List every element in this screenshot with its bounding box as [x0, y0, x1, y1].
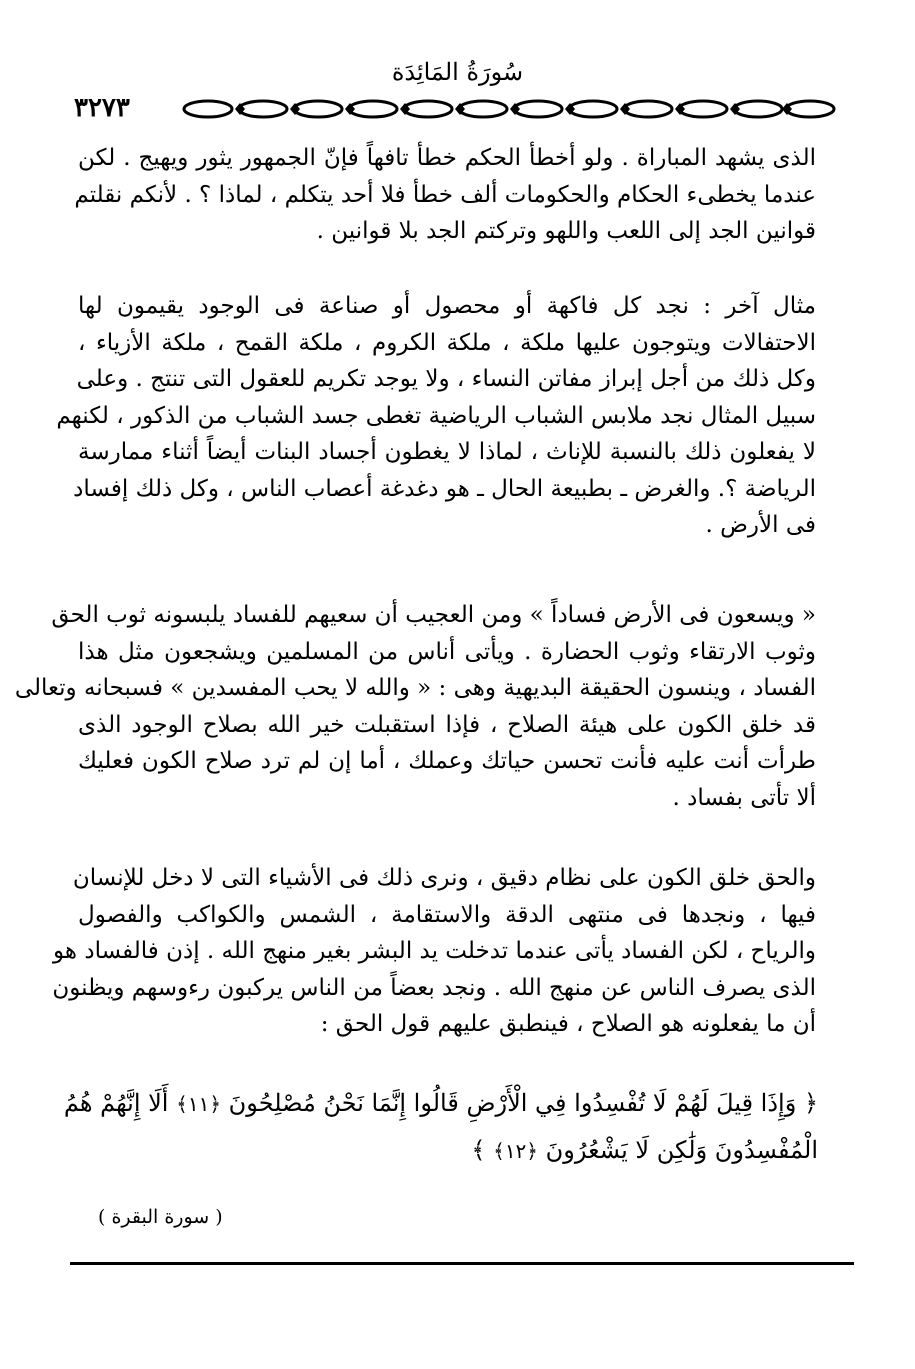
text-line: طرأت أنت عليه فأنت تحسن حياتك وعملك ، أما إن لم ترد صلاح الكون فعليك: [78, 748, 816, 774]
text-line: والحق خلق الكون على نظام دقيق ، ونرى ذلك فى الأشياء التى لا دخل للإنسان: [72, 865, 816, 891]
paragraph-1: [74, 140, 816, 250]
verse-open-bracket: ﴿: [803, 1089, 818, 1117]
text-line: والرياح ، لكن الفساد يأتى عندما تدخلت يد البشر بغير منهج الله . إذن فالفساد هو: [53, 938, 816, 964]
page-number: ٣٢٧٣: [70, 88, 134, 128]
verse-close-bracket: ﴾: [471, 1136, 486, 1164]
text-line: قد خلق الكون على هيئة الصلاح ، فإذا استقبلت خير الله بصلاح الوجود الذى: [78, 711, 816, 738]
surah-title: سُورَةُ المَائِدَة: [391, 58, 524, 86]
text-line: فيها ، ونجدها فى منتهى الدقة والاستقامة ، الشمس والكواكب والفصول: [78, 901, 816, 928]
verse-text: أَلَا إِنَّهُمْ هُمُ: [63, 1089, 169, 1117]
text-line: مثال آخر : نجد كل فاكهة أو محصول أو صناعة فى الوجود يقيمون لها: [78, 293, 816, 319]
quran-verse: [63, 1080, 818, 1174]
text-line: الذى يشهد المباراة . ولو أخطأ الحكم خطأ تافهاً فإنّ الجمهور يثور ويهيج . لكن: [78, 145, 816, 171]
verse-text: الْمُفْسِدُونَ وَلَٰكِن لَا يَشْعُرُونَ: [545, 1136, 818, 1164]
text-line: فى الأرض .: [705, 512, 816, 538]
ayah-number-11: ﴿١١﴾: [176, 1092, 222, 1116]
text-line: لا يفعلون ذلك بالنسبة للإناث ، لماذا لا يغطون أجساد البنات أيضاً أثناء ممارسة: [78, 439, 816, 465]
header-ornament: [58, 92, 848, 126]
footer-divider: [70, 1262, 854, 1265]
paragraph-4: [52, 860, 816, 1043]
verse-source: ( سورة البقرة ): [98, 1206, 223, 1228]
text-line: الرياضة ؟. والغرض ـ بطبيعة الحال ـ هو دغدغة أعصاب الناس ، وكل ذلك إفساد: [73, 475, 816, 502]
verse-text: وَإِذَا قِيلَ لَهُمْ لَا تُفْسِدُوا فِي الْأَرْضِ قَالُوا إِنَّمَا نَحْنُ مُصْلِحُونَ: [228, 1089, 797, 1117]
text-line: وثوب الارتقاء وثوب الحضارة . ويأتى أناس من المسلمين ويشجعون مثل هذا: [78, 638, 816, 665]
text-line: وكل ذلك من أجل إبراز مفاتن النساء ، ولا يوجد تكريم للعقول التى تنتج . وعلى: [76, 366, 816, 392]
text-line: ألا تأتى بفساد .: [672, 784, 816, 811]
text-line: « ويسعون فى الأرض فساداً » ومن العجيب أن سعيهم للفساد يلبسونه ثوب الحق: [51, 602, 816, 628]
text-line: قوانين الجد إلى اللعب واللهو وتركتم الجد بلا قوانين .: [316, 218, 816, 244]
verse-line-1: [63, 1080, 818, 1127]
paragraph-3: [14, 597, 816, 816]
ornament-border: [58, 92, 848, 126]
paragraph-2: [56, 288, 816, 544]
text-line: عندما يخطىء الحكام والحكومات ألف خطأ فلا أحد يتكلم ، لماذا ؟ . لأنكم نقلتم: [74, 181, 816, 208]
text-line: سبيل المثال نجد ملابس الشباب الرياضية تغطى جسد الشباب من الذكور ، لكنهم: [56, 402, 816, 429]
text-line: الاحتفالات ويتوجون عليها ملكة ، ملكة الكروم ، ملكة القمح ، ملكة الأزياء ،: [78, 329, 816, 356]
text-line: الفساد ، وينسون الحقيقة البديهية وهى : « والله لا يحب المفسدين » فسبحانه وتعالى: [14, 675, 816, 701]
text-line: أن ما يفعلونه هو الصلاح ، فينطبق عليهم قول الحق :: [320, 1011, 816, 1037]
text-line: الذى يصرف الناس عن منهج الله . ونجد بعضاً من الناس يركبون رءوسهم ويظنون: [52, 974, 816, 1001]
ayah-number-12: ﴿١٢﴾: [493, 1139, 539, 1163]
verse-line-2: [78, 1127, 818, 1174]
